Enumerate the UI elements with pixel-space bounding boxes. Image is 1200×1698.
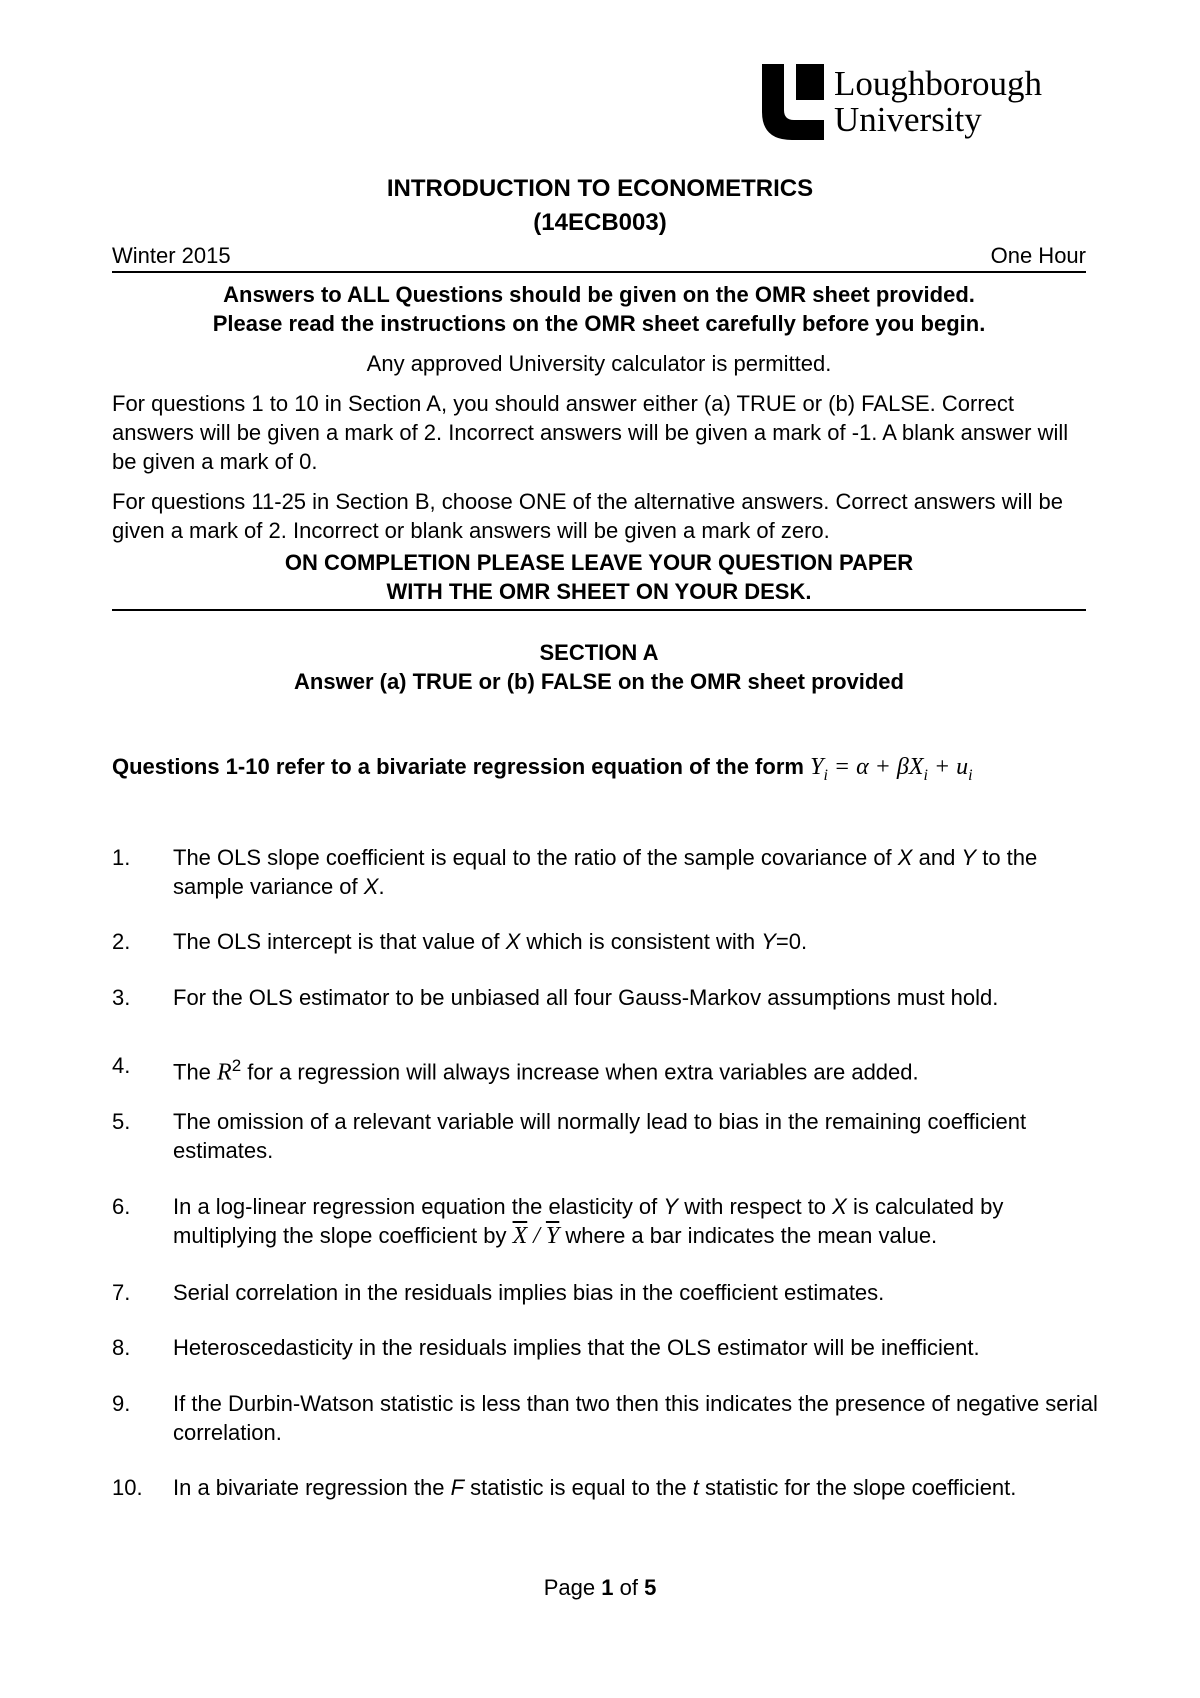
question-number: 3. [112, 985, 131, 1010]
regression-formula: $Y_i = \alpha + \beta X_i + u_i$ [810, 754, 973, 784]
logo-line-1: Loughborough [834, 64, 1043, 103]
section-a-title: SECTION A [539, 640, 659, 665]
of-word: of [619, 1575, 638, 1600]
page-number: 1 [601, 1575, 614, 1600]
question-text: The OLS intercept is that value of X which is consistent with Y=0. [173, 929, 808, 954]
questions-lead-text: Questions 1-10 refer to a bivariate regression equation of the form [112, 754, 804, 779]
page-total: 5 [644, 1575, 657, 1600]
question-number: 9. [112, 1391, 131, 1416]
course-code: (14ECB003) [533, 209, 667, 236]
section-a-rules: For questions 1 to 10 in Section A, you should answer either (a) TRUE or (b) FALSE. Correct answers will be given a mark of 2. Incorrect answers will be given a mark of -1. A blank answer will be given a mark of 0. [112, 391, 1069, 474]
question-text: The omission of a relevant variable will normally lead to bias in the remaining coefficient estimates. [173, 1109, 1027, 1163]
section-a-subtitle: Answer (a) TRUE or (b) FALSE on the OMR sheet provided [294, 669, 904, 694]
top-divider [112, 271, 1086, 273]
logo-wordmark [834, 66, 1042, 138]
exam-duration: One Hour [990, 243, 1086, 268]
logo-line-2: University [834, 100, 982, 139]
question-text: For the OLS estimator to be unbiased all four Gauss-Markov assumptions must hold. [173, 985, 999, 1010]
course-title: INTRODUCTION TO ECONOMETRICS [386, 175, 814, 202]
university-logo [762, 64, 1072, 142]
question-text: Serial correlation in the residuals implies bias in the coefficient estimates. [173, 1280, 885, 1305]
instruction-read-line: Please read the instructions on the OMR sheet carefully before you begin. [212, 311, 986, 336]
question-number: 7. [112, 1280, 131, 1305]
question-text: If the Durbin-Watson statistic is less than two then this indicates the presence of negative serial correlation. [173, 1391, 1098, 1445]
question-text: The $R^2$ for a regression will always increase when extra variables are added. [173, 1056, 919, 1086]
page-footer [0, 1574, 1200, 1602]
question-number: 4. [112, 1053, 131, 1078]
completion-line-1: ON COMPLETION PLEASE LEAVE YOUR QUESTION PAPER [284, 550, 914, 575]
instruction-omr-line: Answers to ALL Questions should be given on the OMR sheet provided. [223, 282, 975, 307]
exam-meta-row [112, 242, 1086, 270]
question-text: The OLS slope coefficient is equal to the ratio of the sample covariance of X and Y to the sample variance of X. [173, 845, 1038, 899]
questions-lead [112, 752, 1102, 790]
exam-term: Winter 2015 [112, 243, 231, 268]
section-b-rules: For questions 11-25 in Section B, choose ONE of the alternative answers. Correct answers will be given a mark of 2. Incorrect or blank answers will be given a mark of zero. [112, 489, 1063, 543]
question-text: Heteroscedasticity in the residuals implies that the OLS estimator will be inefficient. [173, 1335, 980, 1360]
completion-line-2: WITH THE OMR SHEET ON YOUR DESK. [386, 579, 812, 604]
bottom-divider [112, 609, 1086, 611]
page-word: Page [543, 1575, 596, 1600]
question-text: In a log-linear regression equation the elasticity of Y with respect to X is calculated by multiplying the slope coefficient by $\overline{X} / \overline{Y}$ where a bar indicates the mean value. [173, 1194, 1004, 1249]
question-number: 2. [112, 929, 131, 954]
question-number: 10. [112, 1475, 143, 1500]
calculator-note: Any approved University calculator is permitted. [366, 351, 832, 376]
question-number: 8. [112, 1335, 131, 1360]
question-number: 6. [112, 1194, 131, 1219]
loughborough-shield-icon [762, 64, 824, 140]
question-number: 5. [112, 1109, 131, 1134]
question-text: In a bivariate regression the F statistic is equal to the t statistic for the slope coefficient. [173, 1475, 1017, 1500]
question-number: 1. [112, 845, 131, 870]
